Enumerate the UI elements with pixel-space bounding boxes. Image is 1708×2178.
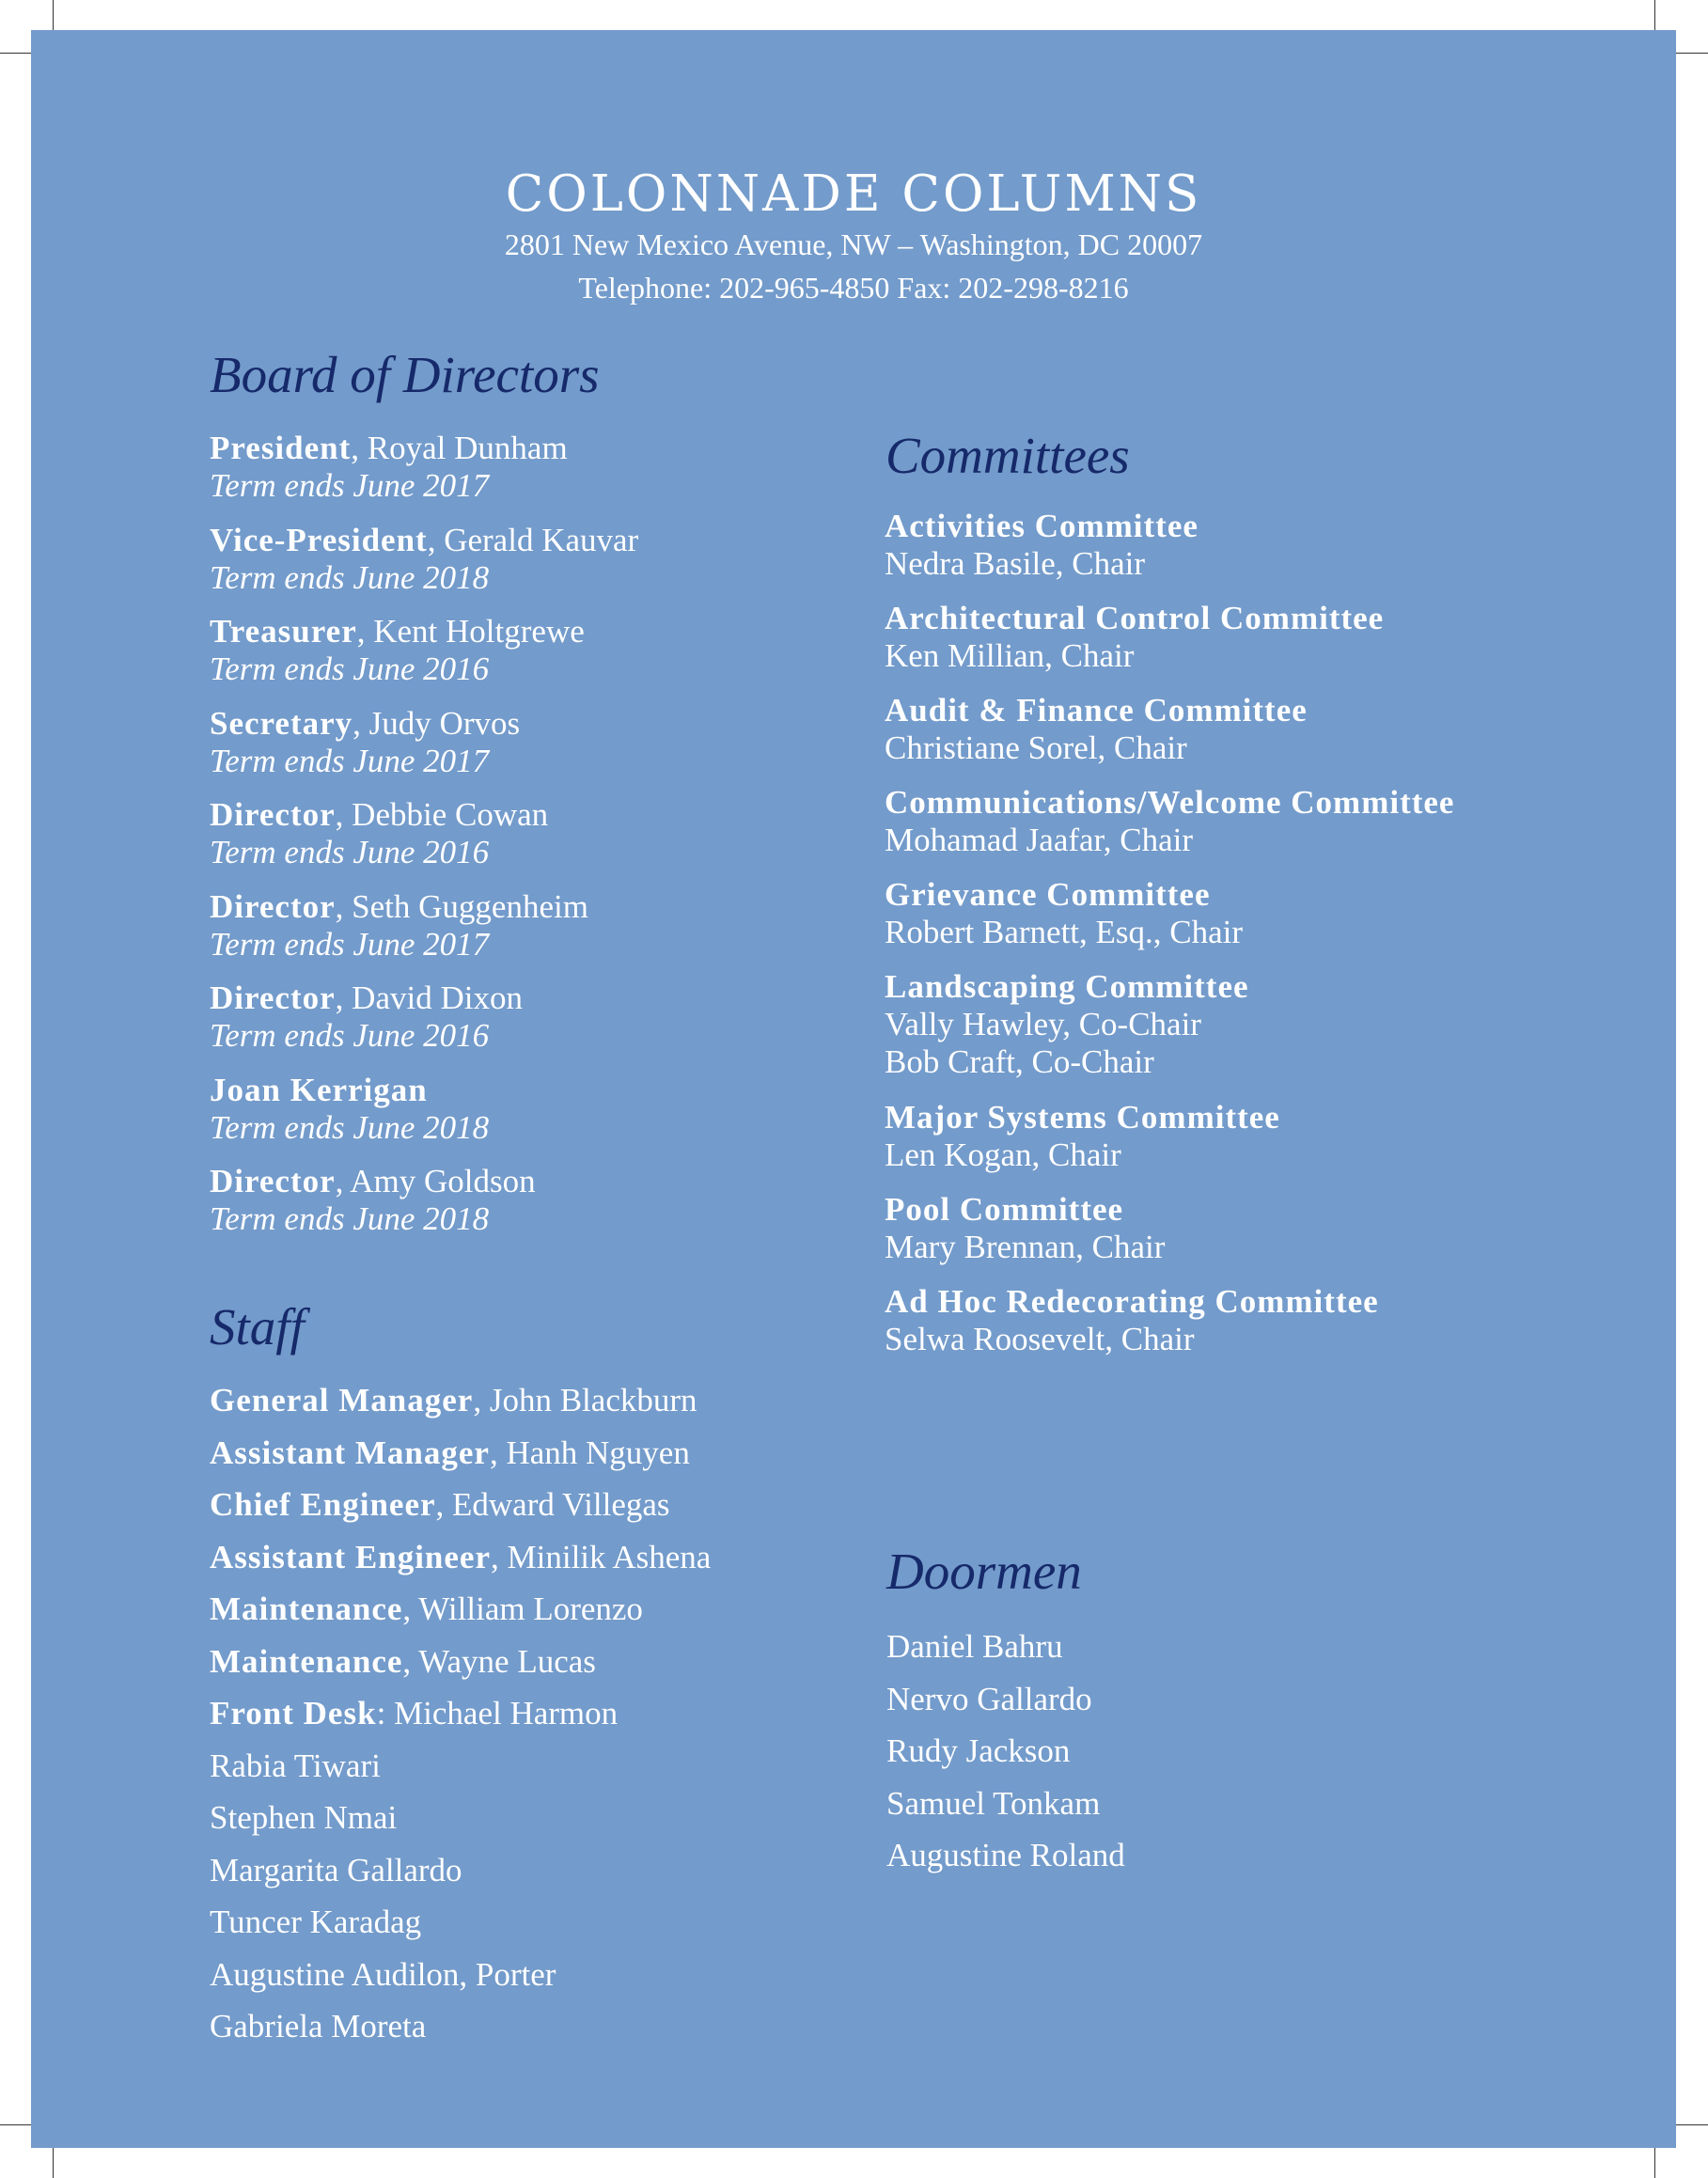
- board-member: [210, 796, 548, 871]
- board-member: [210, 613, 585, 688]
- staff-member: Rabia Tiwari: [210, 1747, 381, 1784]
- staff-role: Front Desk: [210, 1695, 377, 1731]
- committee-name-text: Audit & Finance Committee: [885, 692, 1308, 729]
- board-member: [210, 430, 568, 505]
- committee: [885, 1283, 1379, 1358]
- staff-role: Assistant Engineer: [210, 1538, 491, 1575]
- staff-member: [210, 1382, 697, 1419]
- member-role: President: [210, 430, 352, 466]
- staff-member: Tuncer Karadag: [210, 1904, 422, 1940]
- committee-name-text: Architectural Control Committee: [885, 600, 1385, 636]
- committee-name: [885, 1191, 1165, 1229]
- doorman: Rudy Jackson: [886, 1732, 1071, 1769]
- member-line: [210, 888, 588, 926]
- member-line: [210, 705, 520, 743]
- committee-chair: Bob Craft, Co-Chair: [885, 1043, 1154, 1080]
- member-role: Director: [210, 1163, 336, 1199]
- member-term: Term ends June 2018: [210, 1200, 490, 1237]
- committee: [885, 1099, 1280, 1174]
- committee-chair: Selwa Roosevelt, Chair: [885, 1321, 1195, 1357]
- board-member: [210, 522, 638, 597]
- staff-name: : Michael Harmon: [376, 1695, 619, 1731]
- committee-name: [885, 600, 1384, 637]
- committee-chair: Nedra Basile, Chair: [885, 545, 1145, 582]
- committee-chair: Ken Millian, Chair: [885, 637, 1135, 674]
- board-member: [210, 979, 523, 1055]
- committee-name: [885, 876, 1243, 914]
- member-term: Term ends June 2016: [210, 650, 490, 687]
- board-member: [210, 1072, 489, 1147]
- staff-member: [210, 1590, 643, 1628]
- member-name: , Debbie Cowan: [335, 796, 549, 833]
- staff-role: Chief Engineer: [210, 1486, 436, 1523]
- staff-member: Gabriela Moreta: [210, 2008, 427, 2045]
- committee-name-text: Major Systems Committee: [885, 1099, 1280, 1136]
- staff-heading: Staff: [210, 1298, 305, 1355]
- board-member: [210, 1163, 536, 1238]
- committee: [885, 600, 1384, 675]
- member-term: Term ends June 2018: [210, 1108, 490, 1146]
- committee: [885, 1191, 1165, 1266]
- member-name: , Kent Holtgrewe: [356, 613, 585, 650]
- member-term: Term ends June 2016: [210, 834, 490, 870]
- committee-chair: Len Kogan, Chair: [885, 1136, 1121, 1173]
- member-name: , Royal Dunham: [351, 430, 568, 466]
- committee-name: [885, 968, 1249, 1006]
- member-line: [210, 1072, 489, 1109]
- committee-chair: Robert Barnett, Esq., Chair: [885, 914, 1244, 950]
- doorman: Augustine Roland: [886, 1837, 1125, 1873]
- committee-name: [885, 692, 1308, 729]
- member-term: Term ends June 2016: [210, 1017, 490, 1054]
- member-line: [210, 430, 568, 467]
- staff-member: [210, 1695, 618, 1732]
- member-line: [210, 613, 585, 650]
- staff-role: Assistant Manager: [210, 1434, 490, 1471]
- staff-name: , John Blackburn: [473, 1382, 697, 1418]
- committee-name-text: Grievance Committee: [885, 876, 1211, 913]
- committee-name-text: Landscaping Committee: [885, 968, 1249, 1005]
- committee: [885, 968, 1249, 1081]
- committee-name: [885, 784, 1454, 822]
- member-line: [210, 522, 638, 559]
- board-member: [210, 888, 588, 964]
- staff-name: , Wayne Lucas: [402, 1642, 596, 1680]
- member-role: Director: [210, 796, 336, 833]
- staff-name: , William Lorenzo: [402, 1590, 643, 1627]
- member-role: Joan Kerrigan: [210, 1071, 428, 1108]
- staff-name: , Hanh Nguyen: [489, 1434, 690, 1471]
- phone-fax: Telephone: 202-965-4850 Fax: 202-298-8216: [578, 271, 1129, 305]
- committee-name: [885, 1283, 1379, 1321]
- committee-chair: Mohamad Jaafar, Chair: [885, 822, 1194, 858]
- page-title: COLONNADE COLUMNS: [505, 165, 1202, 223]
- member-line: [210, 796, 548, 834]
- staff-member: Stephen Nmai: [210, 1799, 398, 1836]
- doormen-heading: Doormen: [886, 1543, 1082, 1600]
- address: 2801 New Mexico Avenue, NW – Washington, DC 20007: [504, 227, 1203, 261]
- committee-name: [885, 1099, 1280, 1136]
- masthead: [31, 166, 1676, 309]
- board-heading: Board of Directors: [210, 346, 600, 403]
- staff-name: , Minilik Ashena: [491, 1538, 712, 1575]
- member-line: [210, 1163, 536, 1200]
- doorman: Samuel Tonkam: [886, 1784, 1101, 1822]
- member-name: , Amy Goldson: [335, 1163, 536, 1199]
- member-name: , Gerald Kauvar: [427, 521, 639, 558]
- committees-heading: Committees: [885, 427, 1130, 484]
- committee-name-text: Communications/Welcome Committee: [885, 784, 1455, 821]
- committee-chair: Vally Hawley, Co-Chair: [885, 1006, 1201, 1042]
- staff-role: Maintenance: [210, 1642, 403, 1680]
- staff-member: [210, 1434, 690, 1472]
- committee-name-text: Pool Committee: [885, 1191, 1124, 1228]
- member-name: , Seth Guggenheim: [335, 887, 588, 925]
- member-name: , Judy Orvos: [353, 704, 521, 742]
- member-role: Secretary: [210, 704, 353, 742]
- committee: [885, 508, 1199, 583]
- committee-name: [885, 508, 1199, 545]
- committee: [885, 692, 1308, 767]
- member-role: Treasurer: [210, 613, 357, 650]
- staff-member: Margarita Gallardo: [210, 1851, 462, 1888]
- committee: [885, 784, 1454, 859]
- member-line: [210, 979, 523, 1017]
- committee-chair: Mary Brennan, Chair: [885, 1229, 1166, 1265]
- page-panel: [31, 30, 1676, 2148]
- doorman: Daniel Bahru: [886, 1628, 1063, 1665]
- doorman: Nervo Gallardo: [886, 1680, 1092, 1717]
- staff-member: [210, 1486, 670, 1524]
- member-term: Term ends June 2017: [210, 467, 490, 504]
- member-role: Director: [210, 887, 336, 925]
- member-term: Term ends June 2018: [210, 558, 490, 596]
- member-role: Vice-President: [210, 521, 428, 558]
- member-name: , David Dixon: [335, 979, 523, 1016]
- staff-role: Maintenance: [210, 1590, 403, 1627]
- staff-name: , Edward Villegas: [435, 1486, 670, 1523]
- committee-name-text: Ad Hoc Redecorating Committee: [885, 1283, 1379, 1320]
- member-role: Director: [210, 979, 336, 1016]
- member-term: Term ends June 2017: [210, 925, 490, 963]
- staff-member: [210, 1539, 711, 1576]
- staff-member: [210, 1643, 596, 1681]
- committee: [885, 876, 1243, 951]
- staff-role: General Manager: [210, 1382, 474, 1418]
- board-member: [210, 705, 520, 780]
- staff-member: Augustine Audilon, Porter: [210, 1955, 556, 1993]
- committee-name-text: Activities Committee: [885, 508, 1199, 544]
- committee-chair: Christiane Sorel, Chair: [885, 729, 1187, 766]
- member-term: Term ends June 2017: [210, 742, 490, 779]
